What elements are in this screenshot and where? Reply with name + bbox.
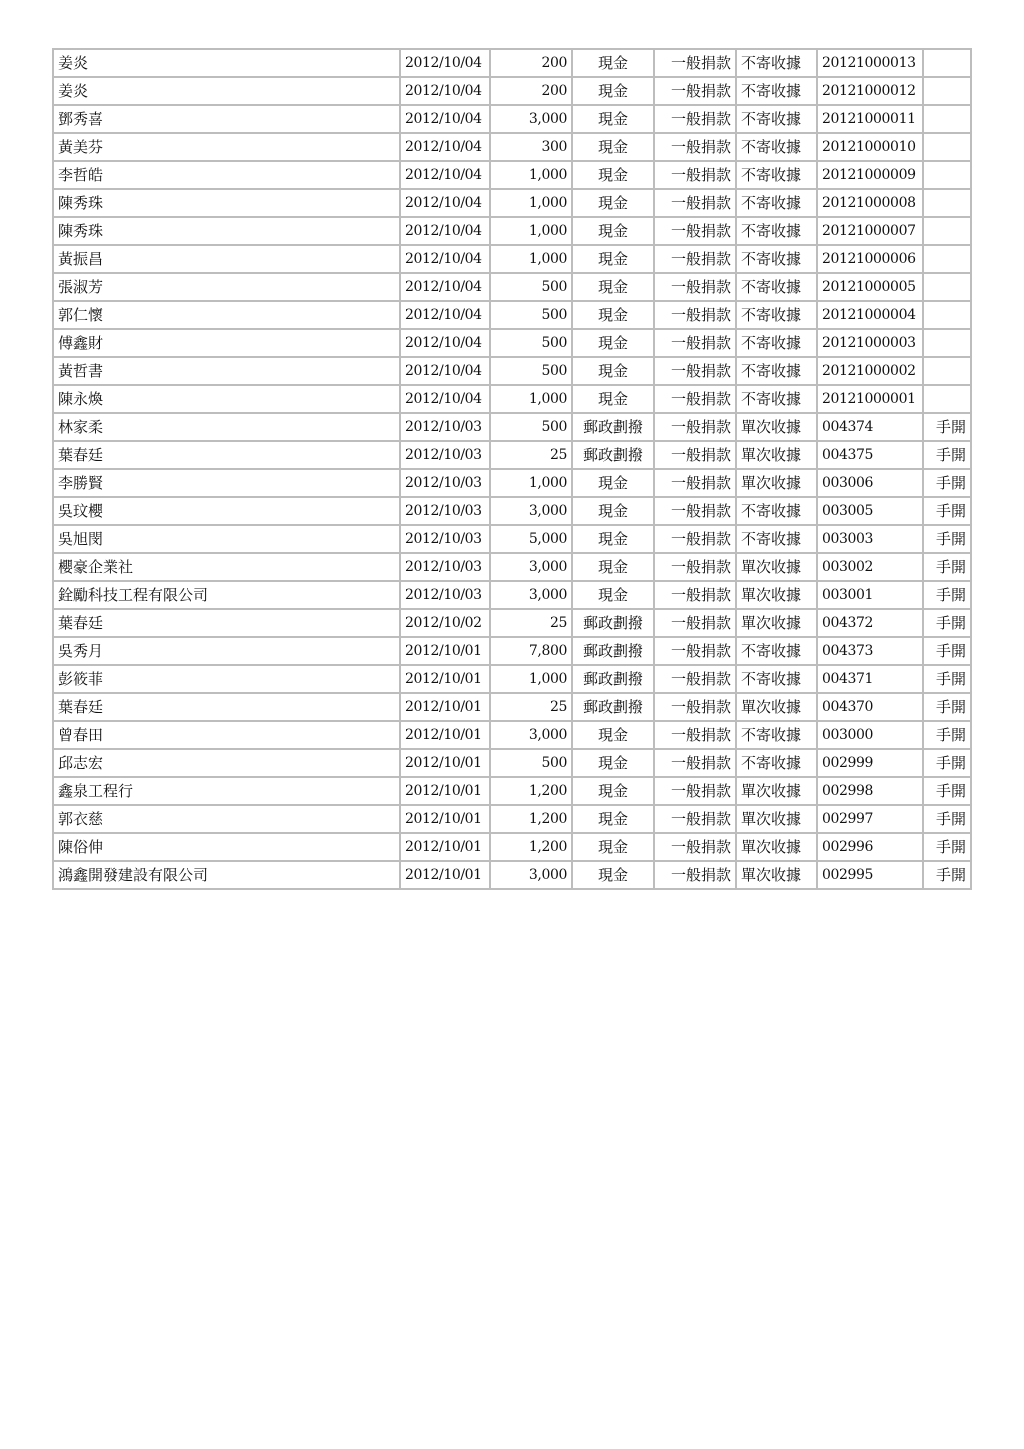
amount-cell: 25 <box>490 609 572 637</box>
note-cell: 手開 <box>923 833 971 861</box>
donation-date-cell: 2012/10/04 <box>400 245 490 273</box>
donation-type-cell: 一般捐款 <box>654 217 736 245</box>
donor-name-cell: 鄧秀喜 <box>53 105 400 133</box>
amount-cell: 5,000 <box>490 525 572 553</box>
note-cell <box>923 105 971 133</box>
note-cell <box>923 245 971 273</box>
amount-cell: 1,000 <box>490 245 572 273</box>
payment-method-cell: 現金 <box>572 329 654 357</box>
donation-date-cell: 2012/10/01 <box>400 637 490 665</box>
receipt-option-cell: 不寄收據 <box>736 525 817 553</box>
donation-type-cell: 一般捐款 <box>654 777 736 805</box>
table-row <box>53 665 971 693</box>
table-row <box>53 469 971 497</box>
donation-type-cell: 一般捐款 <box>654 77 736 105</box>
note-cell <box>923 77 971 105</box>
donation-date-cell: 2012/10/03 <box>400 441 490 469</box>
amount-cell: 3,000 <box>490 497 572 525</box>
donation-type-cell: 一般捐款 <box>654 525 736 553</box>
payment-method-cell: 現金 <box>572 749 654 777</box>
amount-cell: 1,000 <box>490 217 572 245</box>
amount-cell: 1,000 <box>490 189 572 217</box>
amount-cell: 1,200 <box>490 777 572 805</box>
donor-name-cell: 彭筱菲 <box>53 665 400 693</box>
table-row <box>53 693 971 721</box>
receipt-option-cell: 不寄收據 <box>736 357 817 385</box>
table-row <box>53 105 971 133</box>
donor-name-cell: 吳旭閔 <box>53 525 400 553</box>
payment-method-cell: 現金 <box>572 301 654 329</box>
amount-cell: 500 <box>490 413 572 441</box>
donor-name-cell: 陳永煥 <box>53 385 400 413</box>
donation-type-cell: 一般捐款 <box>654 245 736 273</box>
donor-name-cell: 郭衣慈 <box>53 805 400 833</box>
receipt-option-cell: 不寄收據 <box>736 189 817 217</box>
table-row <box>53 301 971 329</box>
donation-date-cell: 2012/10/04 <box>400 133 490 161</box>
note-cell <box>923 357 971 385</box>
receipt-number-cell: 20121000001 <box>817 385 923 413</box>
donation-type-cell: 一般捐款 <box>654 357 736 385</box>
donation-type-cell: 一般捐款 <box>654 441 736 469</box>
payment-method-cell: 郵政劃撥 <box>572 637 654 665</box>
table-row <box>53 609 971 637</box>
receipt-option-cell: 不寄收據 <box>736 637 817 665</box>
note-cell: 手開 <box>923 693 971 721</box>
table-row <box>53 329 971 357</box>
donation-date-cell: 2012/10/01 <box>400 665 490 693</box>
receipt-option-cell: 不寄收據 <box>736 161 817 189</box>
note-cell: 手開 <box>923 861 971 889</box>
receipt-option-cell: 不寄收據 <box>736 301 817 329</box>
donation-date-cell: 2012/10/04 <box>400 189 490 217</box>
amount-cell: 25 <box>490 693 572 721</box>
note-cell: 手開 <box>923 441 971 469</box>
amount-cell: 3,000 <box>490 105 572 133</box>
donation-date-cell: 2012/10/01 <box>400 833 490 861</box>
receipt-option-cell: 不寄收據 <box>736 49 817 77</box>
receipt-number-cell: 20121000004 <box>817 301 923 329</box>
table-row <box>53 77 971 105</box>
donor-name-cell: 葉春廷 <box>53 609 400 637</box>
amount-cell: 3,000 <box>490 553 572 581</box>
donation-date-cell: 2012/10/01 <box>400 749 490 777</box>
payment-method-cell: 郵政劃撥 <box>572 441 654 469</box>
donation-type-cell: 一般捐款 <box>654 749 736 777</box>
receipt-option-cell: 單次收據 <box>736 693 817 721</box>
receipt-option-cell: 單次收據 <box>736 581 817 609</box>
payment-method-cell: 現金 <box>572 49 654 77</box>
table-row <box>53 525 971 553</box>
receipt-option-cell: 單次收據 <box>736 861 817 889</box>
receipt-number-cell: 20121000002 <box>817 357 923 385</box>
amount-cell: 3,000 <box>490 721 572 749</box>
receipt-option-cell: 不寄收據 <box>736 273 817 301</box>
amount-cell: 1,000 <box>490 161 572 189</box>
donation-date-cell: 2012/10/04 <box>400 385 490 413</box>
donation-date-cell: 2012/10/03 <box>400 413 490 441</box>
donor-name-cell: 吳秀月 <box>53 637 400 665</box>
payment-method-cell: 現金 <box>572 553 654 581</box>
table-row <box>53 357 971 385</box>
payment-method-cell: 現金 <box>572 581 654 609</box>
donation-date-cell: 2012/10/01 <box>400 805 490 833</box>
payment-method-cell: 現金 <box>572 861 654 889</box>
receipt-number-cell: 004372 <box>817 609 923 637</box>
donation-type-cell: 一般捐款 <box>654 385 736 413</box>
receipt-number-cell: 004375 <box>817 441 923 469</box>
donor-name-cell: 黃哲書 <box>53 357 400 385</box>
receipt-option-cell: 不寄收據 <box>736 77 817 105</box>
note-cell <box>923 301 971 329</box>
donor-name-cell: 黃美芬 <box>53 133 400 161</box>
payment-method-cell: 現金 <box>572 805 654 833</box>
donation-date-cell: 2012/10/01 <box>400 721 490 749</box>
donation-type-cell: 一般捐款 <box>654 721 736 749</box>
receipt-option-cell: 不寄收據 <box>736 385 817 413</box>
donation-type-cell: 一般捐款 <box>654 133 736 161</box>
payment-method-cell: 現金 <box>572 217 654 245</box>
donation-date-cell: 2012/10/01 <box>400 861 490 889</box>
receipt-number-cell: 20121000007 <box>817 217 923 245</box>
amount-cell: 500 <box>490 329 572 357</box>
table-row <box>53 581 971 609</box>
amount-cell: 7,800 <box>490 637 572 665</box>
note-cell <box>923 161 971 189</box>
receipt-number-cell: 003001 <box>817 581 923 609</box>
table-row <box>53 441 971 469</box>
donor-name-cell: 櫻豪企業社 <box>53 553 400 581</box>
donor-name-cell: 姜炎 <box>53 77 400 105</box>
payment-method-cell: 郵政劃撥 <box>572 609 654 637</box>
payment-method-cell: 郵政劃撥 <box>572 693 654 721</box>
note-cell <box>923 329 971 357</box>
receipt-number-cell: 20121000012 <box>817 77 923 105</box>
receipt-option-cell: 單次收據 <box>736 413 817 441</box>
donor-name-cell: 傅鑫財 <box>53 329 400 357</box>
donor-name-cell: 葉春廷 <box>53 441 400 469</box>
receipt-option-cell: 不寄收據 <box>736 105 817 133</box>
donor-name-cell: 吳玟櫻 <box>53 497 400 525</box>
table-row <box>53 497 971 525</box>
table-row <box>53 749 971 777</box>
receipt-option-cell: 不寄收據 <box>736 217 817 245</box>
receipt-number-cell: 003005 <box>817 497 923 525</box>
receipt-option-cell: 單次收據 <box>736 805 817 833</box>
donation-date-cell: 2012/10/02 <box>400 609 490 637</box>
donation-type-cell: 一般捐款 <box>654 861 736 889</box>
table-row <box>53 161 971 189</box>
donation-type-cell: 一般捐款 <box>654 189 736 217</box>
payment-method-cell: 現金 <box>572 77 654 105</box>
donation-date-cell: 2012/10/04 <box>400 217 490 245</box>
table-row <box>53 245 971 273</box>
donor-name-cell: 曾春田 <box>53 721 400 749</box>
donation-table <box>52 48 972 890</box>
receipt-number-cell: 20121000013 <box>817 49 923 77</box>
donation-type-cell: 一般捐款 <box>654 329 736 357</box>
receipt-number-cell: 20121000005 <box>817 273 923 301</box>
donation-type-cell: 一般捐款 <box>654 637 736 665</box>
table-row <box>53 385 971 413</box>
receipt-number-cell: 003003 <box>817 525 923 553</box>
payment-method-cell: 現金 <box>572 525 654 553</box>
donation-date-cell: 2012/10/04 <box>400 161 490 189</box>
note-cell: 手開 <box>923 553 971 581</box>
payment-method-cell: 現金 <box>572 245 654 273</box>
note-cell: 手開 <box>923 469 971 497</box>
donor-name-cell: 李勝賢 <box>53 469 400 497</box>
receipt-number-cell: 002995 <box>817 861 923 889</box>
note-cell: 手開 <box>923 777 971 805</box>
table-row <box>53 49 971 77</box>
table-row <box>53 133 971 161</box>
receipt-option-cell: 不寄收據 <box>736 665 817 693</box>
payment-method-cell: 郵政劃撥 <box>572 665 654 693</box>
receipt-number-cell: 002999 <box>817 749 923 777</box>
payment-method-cell: 現金 <box>572 833 654 861</box>
table-row <box>53 721 971 749</box>
receipt-option-cell: 單次收據 <box>736 469 817 497</box>
receipt-number-cell: 004371 <box>817 665 923 693</box>
donation-type-cell: 一般捐款 <box>654 105 736 133</box>
donation-type-cell: 一般捐款 <box>654 413 736 441</box>
donation-type-cell: 一般捐款 <box>654 665 736 693</box>
receipt-option-cell: 單次收據 <box>736 833 817 861</box>
receipt-number-cell: 002998 <box>817 777 923 805</box>
table-row <box>53 777 971 805</box>
receipt-number-cell: 002996 <box>817 833 923 861</box>
donor-name-cell: 姜炎 <box>53 49 400 77</box>
donation-type-cell: 一般捐款 <box>654 49 736 77</box>
receipt-number-cell: 20121000010 <box>817 133 923 161</box>
receipt-option-cell: 單次收據 <box>736 553 817 581</box>
donation-date-cell: 2012/10/03 <box>400 497 490 525</box>
donation-type-cell: 一般捐款 <box>654 553 736 581</box>
donation-date-cell: 2012/10/03 <box>400 525 490 553</box>
amount-cell: 500 <box>490 357 572 385</box>
note-cell: 手開 <box>923 413 971 441</box>
payment-method-cell: 現金 <box>572 721 654 749</box>
note-cell: 手開 <box>923 721 971 749</box>
table-row <box>53 413 971 441</box>
payment-method-cell: 現金 <box>572 189 654 217</box>
payment-method-cell: 現金 <box>572 357 654 385</box>
note-cell <box>923 273 971 301</box>
donation-date-cell: 2012/10/04 <box>400 77 490 105</box>
note-cell <box>923 49 971 77</box>
table-row <box>53 189 971 217</box>
donor-name-cell: 鑫泉工程行 <box>53 777 400 805</box>
table-row <box>53 637 971 665</box>
payment-method-cell: 現金 <box>572 469 654 497</box>
amount-cell: 200 <box>490 49 572 77</box>
donation-date-cell: 2012/10/04 <box>400 301 490 329</box>
payment-method-cell: 現金 <box>572 777 654 805</box>
table-row <box>53 833 971 861</box>
donation-type-cell: 一般捐款 <box>654 469 736 497</box>
donation-date-cell: 2012/10/04 <box>400 49 490 77</box>
amount-cell: 1,000 <box>490 665 572 693</box>
donor-name-cell: 陳秀珠 <box>53 189 400 217</box>
payment-method-cell: 現金 <box>572 497 654 525</box>
donation-date-cell: 2012/10/04 <box>400 357 490 385</box>
donation-date-cell: 2012/10/03 <box>400 469 490 497</box>
amount-cell: 3,000 <box>490 581 572 609</box>
amount-cell: 1,000 <box>490 385 572 413</box>
payment-method-cell: 郵政劃撥 <box>572 413 654 441</box>
note-cell: 手開 <box>923 749 971 777</box>
note-cell: 手開 <box>923 609 971 637</box>
donor-name-cell: 銓勵科技工程有限公司 <box>53 581 400 609</box>
donation-date-cell: 2012/10/01 <box>400 777 490 805</box>
receipt-number-cell: 004370 <box>817 693 923 721</box>
receipt-option-cell: 不寄收據 <box>736 497 817 525</box>
note-cell: 手開 <box>923 525 971 553</box>
donation-table-body <box>53 49 971 889</box>
donation-date-cell: 2012/10/03 <box>400 581 490 609</box>
payment-method-cell: 現金 <box>572 273 654 301</box>
donation-type-cell: 一般捐款 <box>654 161 736 189</box>
receipt-option-cell: 單次收據 <box>736 609 817 637</box>
note-cell: 手開 <box>923 665 971 693</box>
donation-type-cell: 一般捐款 <box>654 301 736 329</box>
amount-cell: 1,200 <box>490 833 572 861</box>
donation-type-cell: 一般捐款 <box>654 581 736 609</box>
receipt-option-cell: 單次收據 <box>736 441 817 469</box>
receipt-option-cell: 單次收據 <box>736 777 817 805</box>
receipt-number-cell: 20121000006 <box>817 245 923 273</box>
note-cell: 手開 <box>923 805 971 833</box>
receipt-number-cell: 003006 <box>817 469 923 497</box>
receipt-number-cell: 002997 <box>817 805 923 833</box>
receipt-number-cell: 004373 <box>817 637 923 665</box>
receipt-number-cell: 003000 <box>817 721 923 749</box>
donation-date-cell: 2012/10/04 <box>400 329 490 357</box>
receipt-number-cell: 004374 <box>817 413 923 441</box>
donation-date-cell: 2012/10/03 <box>400 553 490 581</box>
donor-name-cell: 張淑芳 <box>53 273 400 301</box>
payment-method-cell: 現金 <box>572 161 654 189</box>
receipt-number-cell: 20121000008 <box>817 189 923 217</box>
receipt-option-cell: 不寄收據 <box>736 721 817 749</box>
donation-type-cell: 一般捐款 <box>654 609 736 637</box>
note-cell: 手開 <box>923 497 971 525</box>
donor-name-cell: 林家柔 <box>53 413 400 441</box>
note-cell <box>923 385 971 413</box>
receipt-option-cell: 不寄收據 <box>736 749 817 777</box>
donation-type-cell: 一般捐款 <box>654 805 736 833</box>
donation-type-cell: 一般捐款 <box>654 693 736 721</box>
receipt-number-cell: 20121000011 <box>817 105 923 133</box>
donation-type-cell: 一般捐款 <box>654 273 736 301</box>
donation-date-cell: 2012/10/01 <box>400 693 490 721</box>
note-cell: 手開 <box>923 581 971 609</box>
donor-name-cell: 陳秀珠 <box>53 217 400 245</box>
receipt-number-cell: 20121000009 <box>817 161 923 189</box>
amount-cell: 500 <box>490 749 572 777</box>
note-cell <box>923 217 971 245</box>
receipt-number-cell: 003002 <box>817 553 923 581</box>
payment-method-cell: 現金 <box>572 385 654 413</box>
amount-cell: 25 <box>490 441 572 469</box>
receipt-option-cell: 不寄收據 <box>736 245 817 273</box>
amount-cell: 200 <box>490 77 572 105</box>
donor-name-cell: 葉春廷 <box>53 693 400 721</box>
receipt-option-cell: 不寄收據 <box>736 329 817 357</box>
note-cell: 手開 <box>923 637 971 665</box>
donation-date-cell: 2012/10/04 <box>400 273 490 301</box>
amount-cell: 300 <box>490 133 572 161</box>
amount-cell: 1,000 <box>490 469 572 497</box>
donor-name-cell: 黃振昌 <box>53 245 400 273</box>
donor-name-cell: 鴻鑫開發建設有限公司 <box>53 861 400 889</box>
note-cell <box>923 133 971 161</box>
amount-cell: 500 <box>490 273 572 301</box>
donation-type-cell: 一般捐款 <box>654 833 736 861</box>
table-row <box>53 553 971 581</box>
donation-date-cell: 2012/10/04 <box>400 105 490 133</box>
table-row <box>53 273 971 301</box>
amount-cell: 500 <box>490 301 572 329</box>
payment-method-cell: 現金 <box>572 105 654 133</box>
donation-type-cell: 一般捐款 <box>654 497 736 525</box>
receipt-option-cell: 不寄收據 <box>736 133 817 161</box>
donor-name-cell: 李哲皓 <box>53 161 400 189</box>
table-row <box>53 805 971 833</box>
amount-cell: 1,200 <box>490 805 572 833</box>
donor-name-cell: 陳俗伸 <box>53 833 400 861</box>
receipt-number-cell: 20121000003 <box>817 329 923 357</box>
donor-name-cell: 郭仁懷 <box>53 301 400 329</box>
donor-name-cell: 邱志宏 <box>53 749 400 777</box>
amount-cell: 3,000 <box>490 861 572 889</box>
note-cell <box>923 189 971 217</box>
payment-method-cell: 現金 <box>572 133 654 161</box>
table-row <box>53 861 971 889</box>
table-row <box>53 217 971 245</box>
